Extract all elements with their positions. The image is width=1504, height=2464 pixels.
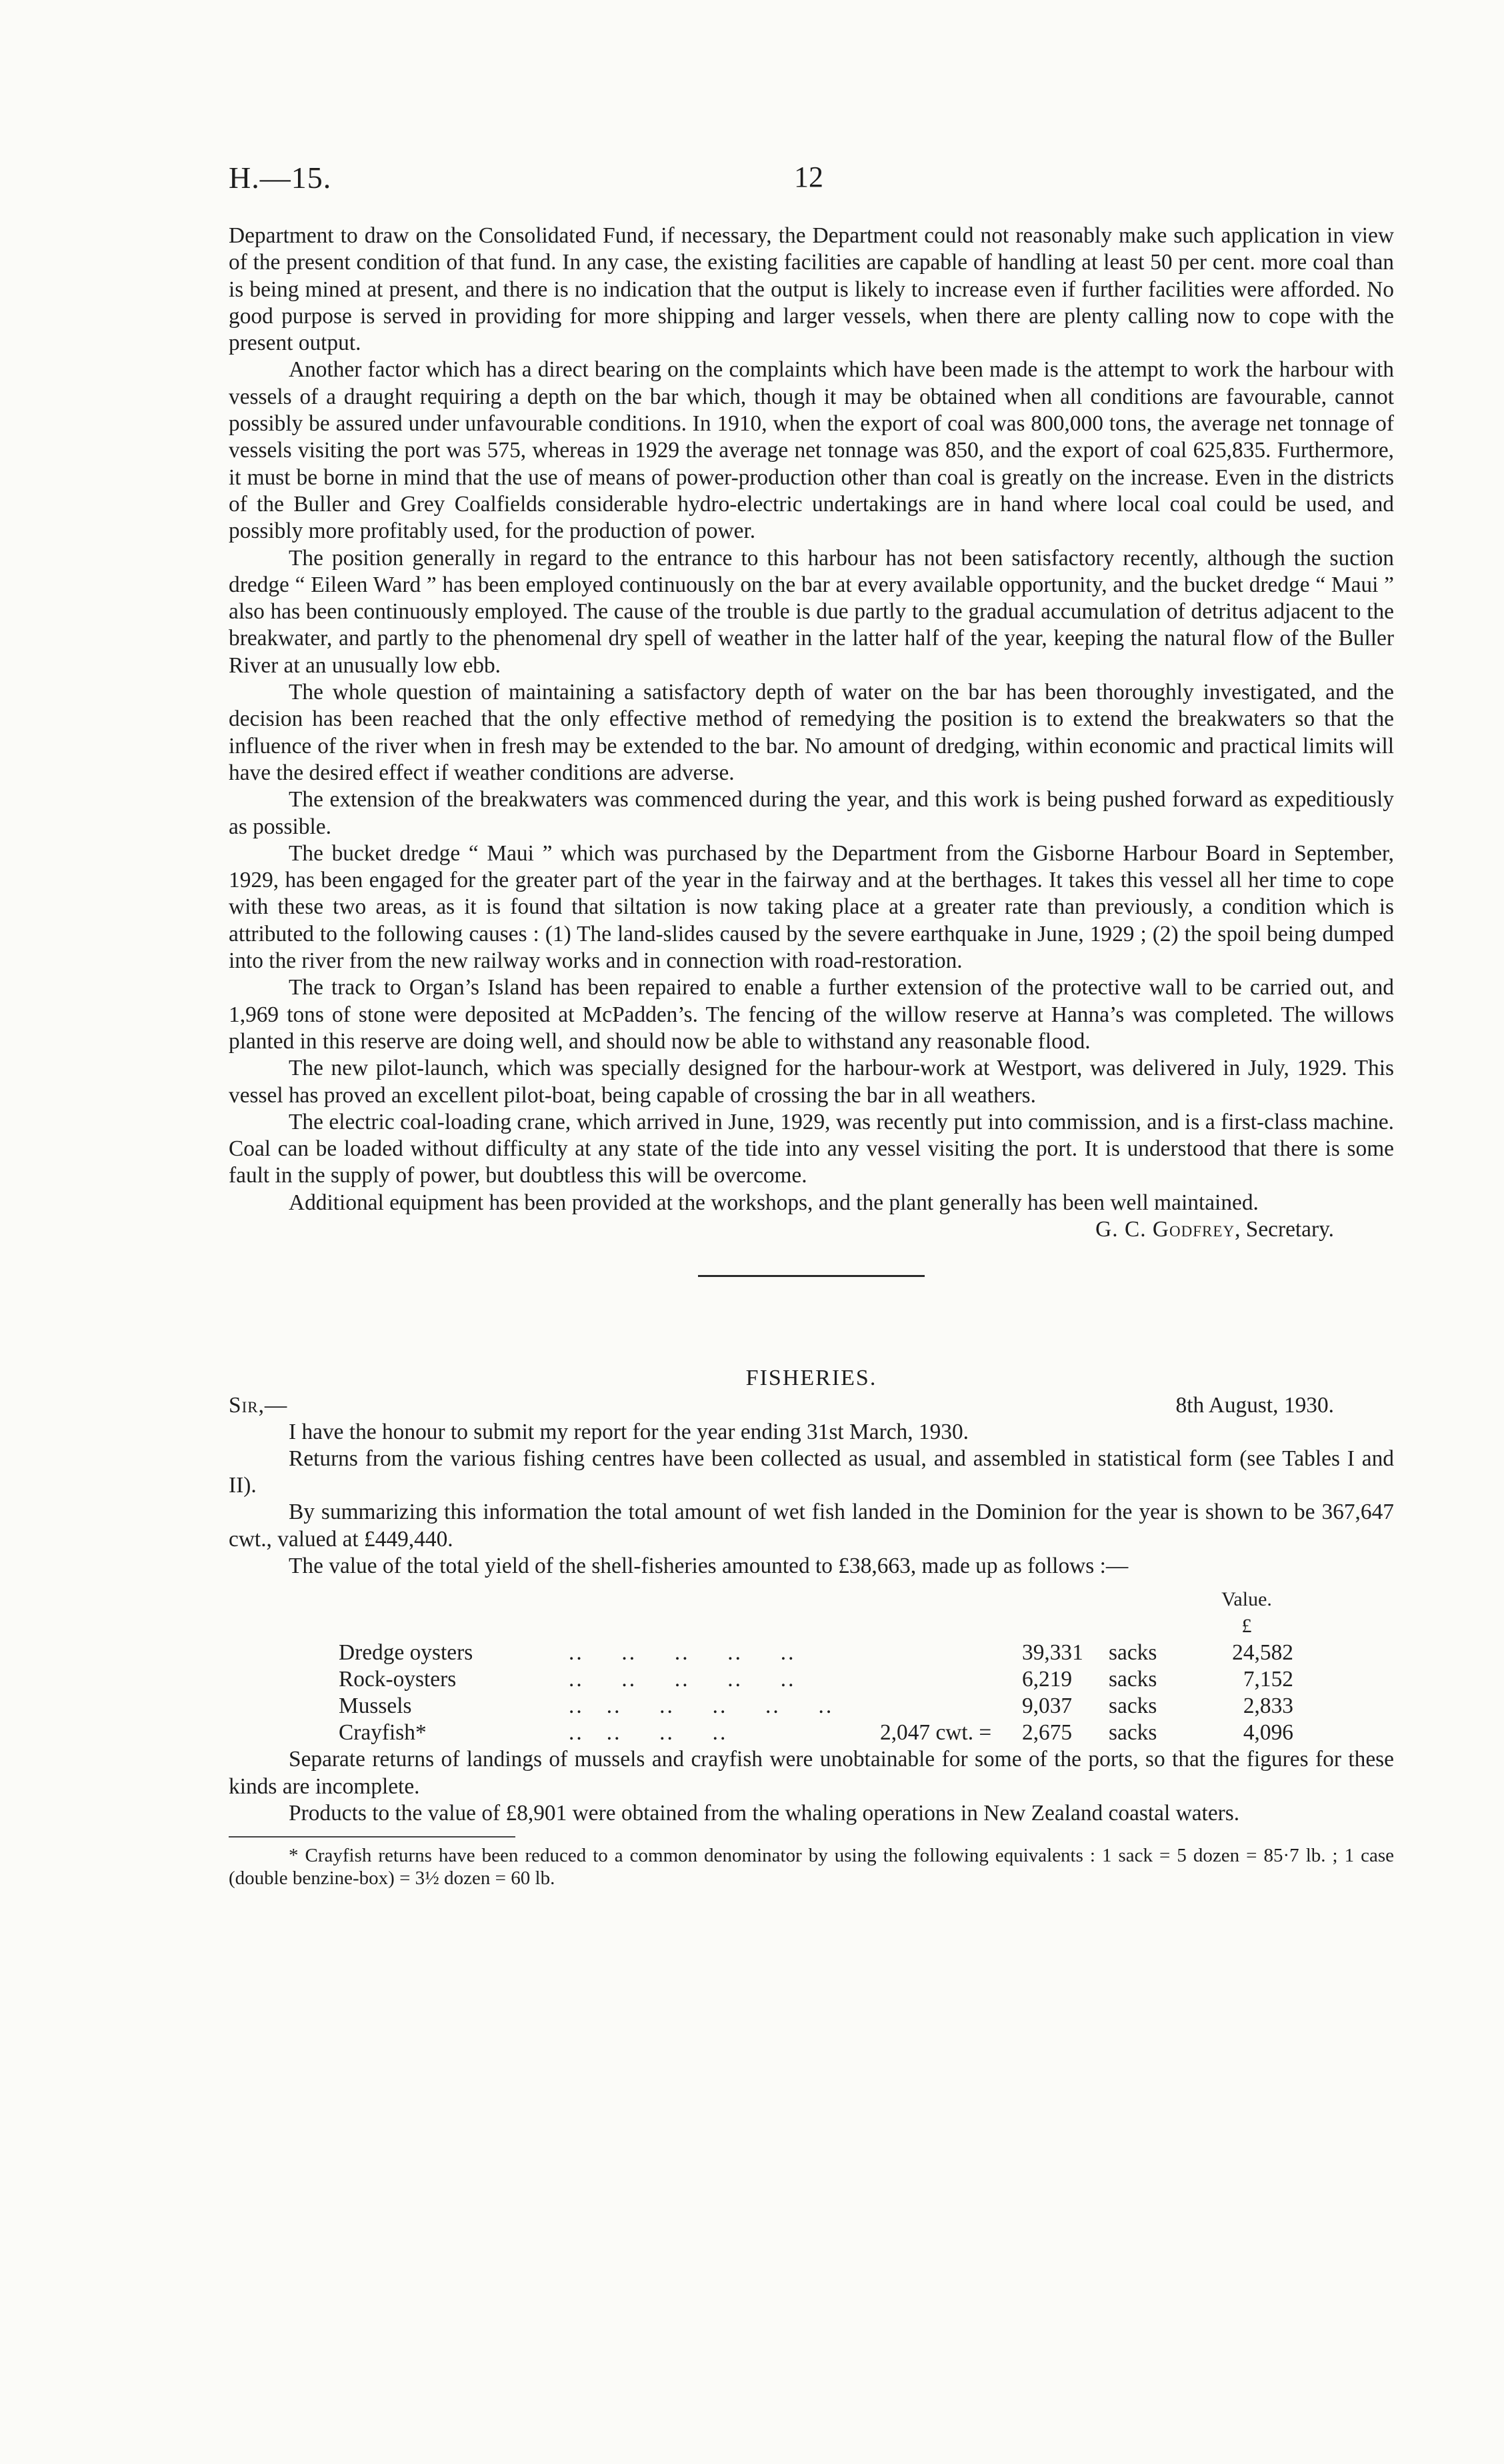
harbour-paragraph-9: The electric coal-loading crane, which arrived in June, 1929, was recently put into commission, and is a first-class machine. Coal can be loaded without difficulty at any state of the tide into any vessel visiting the port. It is understood that there is some fault in the supply of power, but doubtless this will be overcome. [229,1109,1394,1188]
fisheries-paragraph-2: Returns from the various fishing centres have been collected as usual, and assembled in statistical form (see Tables I and II). [229,1446,1394,1498]
table-currency-row [229,1613,1394,1640]
section-divider [698,1275,925,1277]
fisheries-paragraph-3: By summarizing this information the total amount of wet fish landed in the Dominion for the year is shown to be 367,647 cwt., valued at £449,440. [229,1500,1394,1552]
row-unit: sacks [1109,1640,1157,1666]
harbour-section [229,223,1394,1243]
harbour-paragraph-5: The extension of the breakwaters was commenced during the year, and this work is being pushed forward as expeditiously as possible. [229,787,1394,839]
row-label: Dredge oysters [339,1640,473,1666]
row-value: 2,833 [1243,1694,1293,1719]
fisheries-paragraph-6: Products to the value of £8,901 were obtained from the whaling operations in New Zealand coastal waters. [289,1800,1240,1826]
report-date: 8th August, 1930. [1175,1392,1334,1418]
fisheries-paragraph-4: The value of the total yield of the shell-fisheries amounted to £38,663, made up as follows :— [289,1554,1129,1579]
row-quantity: 6,219 [1022,1667,1073,1692]
salutation-line [229,1392,1394,1419]
report-reference: H.—15. [229,161,332,195]
row-value: 24,582 [1232,1640,1293,1666]
harbour-signature [229,1216,1394,1243]
row-label: Crayfish* [339,1720,427,1746]
fisheries-section [229,1365,1394,1889]
signature-name: G. C. Godfrey [1095,1216,1235,1242]
harbour-paragraph-8: The new pilot-launch, which was specially designed for the harbour-work at Westport, was delivered in July, 1929. This vessel has proved an excellent pilot-boat, being capable of crossing the bar in all weathers. [229,1056,1394,1108]
leader-dots: .. .. .. .. .. [569,1667,796,1692]
leader-dots: .. .. .. .. [569,1720,728,1746]
harbour-paragraph-7: The track to Organ’s Island has been repaired to enable a further extension of the protective wall to be carried out, and 1,969 tons of stone were deposited at McPadden’s. The fencing of the willow reserve at Hanna’s was completed. The willows planted in this reserve are doing well, and should now be able to withstand any reasonable flood. [229,975,1394,1054]
row-unit: sacks [1109,1720,1157,1746]
page-header [229,160,1344,200]
row-quantity: 39,331 [1022,1640,1083,1666]
table-row [229,1720,1394,1746]
table-row [229,1640,1394,1666]
row-conversion: 2,047 cwt. = [880,1720,992,1746]
table-header-row [229,1586,1394,1613]
currency-symbol: £ [1241,1615,1252,1638]
harbour-paragraph-2: Another factor which has a direct bearing on the complaints which have been made is the attempt to work the harbour with vessels of a draught requiring a depth on the bar which, though it may be obtained when all conditions are favourable, cannot possibly be assured under unfavourable conditions. In 1910, when the export of coal was 800,000 tons, the average net tonnage of vessels visiting the port was 575, whereas in 1929 the average net tonnage was 850, and the export of coal 625,835. Furthermore, it must be borne in mind that the use of means of power-production other than coal is greatly on the increase. Even in the districts of the Buller and Grey Coalfields considerable hydro-electric undertakings are in hand where local coal could be used, and possibly more profitably used, for the production of power. [229,357,1394,544]
harbour-paragraph-1: Department to draw on the Consolidated Fund, if necessary, the Department could not reasonably make such application in view of the present condition of that fund. In any case, the existing facilities are capable of handling at least 50 per cent. more coal than is being mined at present, and there is no indication that the output is likely to increase even if further facilities were afforded. No good purpose is served in providing for more shipping and larger vessels, when there are plenty calling now to cope with the present output. [229,223,1394,356]
page-body [229,223,1394,1889]
leader-dots: .. .. .. .. .. .. [569,1694,834,1719]
row-value: 7,152 [1243,1667,1293,1692]
footnote-divider [229,1836,515,1838]
row-unit: sacks [1109,1694,1157,1719]
row-value: 4,096 [1243,1720,1293,1746]
leader-dots: .. .. .. .. .. [569,1640,796,1666]
row-quantity: 2,675 [1022,1720,1073,1746]
row-label: Mussels [339,1694,412,1719]
fisheries-paragraph-5: Separate returns of landings of mussels and crayfish were unobtainable for some of the ports, so that the figures for these kinds are incomplete. [229,1747,1394,1799]
harbour-paragraph-3: The position generally in regard to the entrance to this harbour has not been satisfactory recently, although the suction dredge “ Eileen Ward ” has been employed continuously on the bar at every available opportunity, and the bucket dredge “ Maui ” also has been continuously employed. The cause of the trouble is due partly to the gradual accumulation of detritus adjacent to the breakwater, and partly to the phenomenal dry spell of weather in the latter half of the year, keeping the natural flow of the Buller River at an unusually low ebb. [229,545,1394,678]
signature-title: , Secretary. [1235,1216,1334,1242]
harbour-paragraph-10: Additional equipment has been provided at the workshops, and the plant generally has been well maintained. [289,1190,1259,1215]
value-column-header: Value. [1221,1588,1272,1611]
footnote: * Crayfish returns have been reduced to a common denominator by using the following equivalents : 1 sack = 5 dozen = 85·7 lb. ; 1 case (double benzine-box) = 3½ dozen = 60 lb. [229,1845,1394,1889]
shellfish-table [229,1586,1394,1746]
row-label: Rock-oysters [339,1667,457,1692]
table-row [229,1693,1394,1720]
harbour-paragraph-6: The bucket dredge “ Maui ” which was purchased by the Department from the Gisborne Harbour Board in September, 1929, has been engaged for the greater part of the year in the fairway and at the berthages. It takes this vessel all her time to cope with these two areas, as it is found that siltation is now taking place at a greater rate than previously, a condition which is attributed to the following causes : (1) The land-slides caused by the severe earthquake in June, 1929 ; (2) the spoil being dumped into the river from the new railway works and in connection with road-restoration. [229,840,1394,974]
section-title: FISHERIES. [745,1366,877,1391]
row-unit: sacks [1109,1667,1157,1692]
page-number: 12 [794,161,823,193]
fisheries-paragraph-1: I have the honour to submit my report for the year ending 31st March, 1930. [289,1419,969,1444]
row-quantity: 9,037 [1022,1694,1073,1719]
table-row [229,1666,1394,1693]
salutation: Sir,— [229,1392,288,1418]
harbour-paragraph-4: The whole question of maintaining a satisfactory depth of water on the bar has been thoroughly investigated, and the decision has been reached that the only effective method of remedying the position is to extend the breakwaters so that the influence of the river when in fresh may be extended to the bar. No amount of dredging, within economic and practical limits will have the desired effect if weather conditions are adverse. [229,680,1394,785]
